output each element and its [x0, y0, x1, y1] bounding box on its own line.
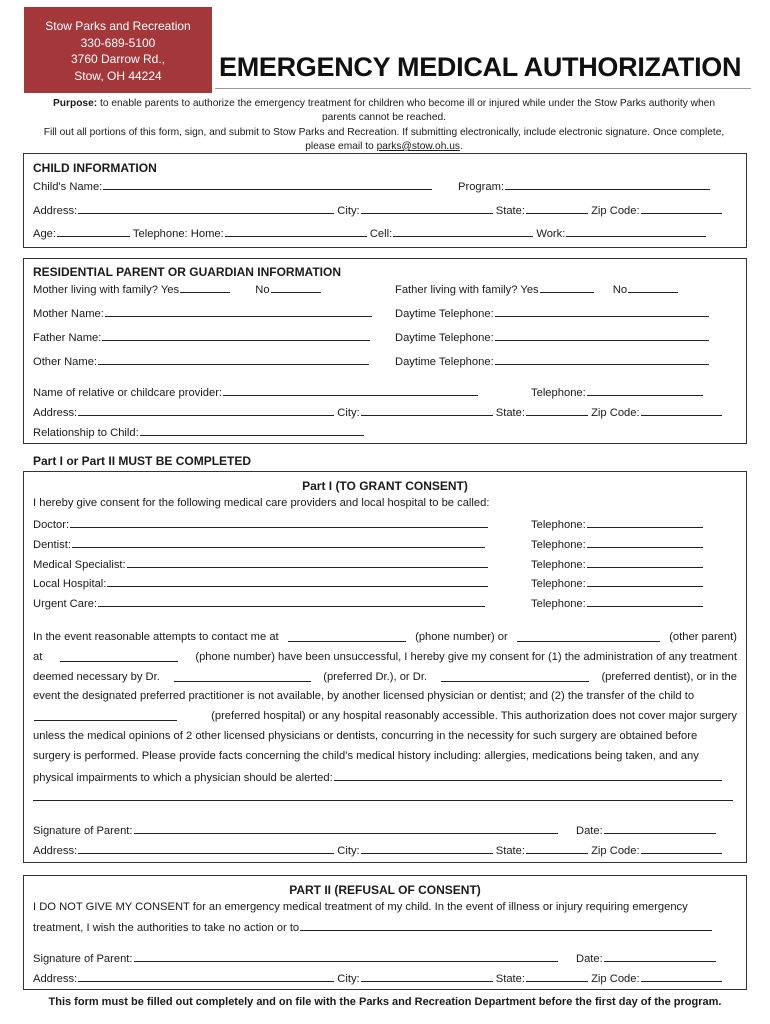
dentist-phone-row [531, 537, 703, 551]
preferred-doctor-field[interactable] [174, 671, 311, 682]
title-divider [215, 88, 751, 89]
relative-row [33, 385, 478, 399]
mother-daytime-label: Daytime Telephone: [395, 308, 494, 320]
relative-zip-label: Zip Code: [591, 407, 640, 419]
cell-label: Cell: [369, 228, 393, 240]
consent-p3c: (preferred dentist), or in the [601, 671, 737, 683]
relationship-label: Relationship to Child: [33, 427, 139, 439]
child-address-label: Address: [33, 205, 78, 217]
contact-phone-field[interactable] [288, 631, 406, 642]
program-row [458, 179, 710, 193]
home-phone-label: Telephone: Home: [132, 228, 224, 240]
part1-title: Part I (TO GRANT CONSENT) [302, 479, 468, 493]
consent-line-4 [33, 690, 737, 702]
child-zip-label: Zip Code: [591, 205, 640, 217]
dentist-phone-label: Telephone: [531, 539, 586, 551]
relative-zip-field[interactable] [641, 405, 722, 416]
part1-address-field[interactable] [78, 843, 334, 854]
hospital-phone-field[interactable] [587, 576, 703, 587]
consent-p7: surgery is performed. Please provide facts concerning the child’s medical history including: allergies, medications being taken, and any [33, 750, 699, 762]
father-daytime-row [395, 330, 709, 344]
part2-zip-label: Zip Code: [591, 973, 640, 985]
specialist-phone-label: Telephone: [531, 559, 586, 571]
preferred-hospital-field[interactable] [34, 710, 177, 721]
part2-address-field[interactable] [78, 971, 334, 982]
part1-zip-label: Zip Code: [591, 845, 640, 857]
part2-address-row [33, 971, 722, 985]
mother-daytime-row [395, 306, 709, 320]
program-label: Program: [458, 181, 505, 193]
work-label: Work: [536, 228, 566, 240]
father-living-label: Father living with family? Yes [395, 284, 539, 296]
doctor-phone-field[interactable] [587, 517, 703, 528]
part1-address-label: Address: [33, 845, 78, 857]
urgent-row [33, 596, 485, 610]
purpose-line3: Fill out all portions of this form, sign, and submit to Stow Parks and Recreation. If submitting electronically, include electronic signature. Once complete, [43, 126, 725, 138]
hospital-row [33, 576, 488, 590]
hospital-phone-label: Telephone: [531, 578, 586, 590]
consent-p2b: (phone number) have been unsuccessful, I hereby give my consent for (1) the administration of any treatment [195, 651, 737, 663]
consent-p8: physical impairments to which a physician should be alerted: [33, 772, 333, 784]
home-phone-field[interactable] [225, 226, 367, 237]
purpose-line4-end: . [459, 140, 463, 152]
consent-line-8 [33, 770, 722, 784]
urgent-field[interactable] [98, 596, 485, 607]
doctor-field[interactable] [70, 517, 488, 528]
relative-phone-label: Telephone: [531, 387, 586, 399]
other-phone-field[interactable] [60, 651, 178, 662]
mother-name-row [33, 306, 372, 320]
org-phone: 330-689-5100 [80, 35, 156, 50]
child-info-title: CHILD INFORMATION [33, 161, 157, 175]
dentist-row [33, 537, 485, 551]
part2-signature-field[interactable] [134, 951, 558, 962]
mother-living-row [33, 282, 321, 296]
purpose-line1: to enable parents to authorize the emergency treatment for children who become ill or injured while under the Stow Parks authority when [100, 98, 715, 109]
doctor-phone-row [531, 517, 703, 531]
consent-line-1 [33, 631, 737, 643]
relative-city-field[interactable] [361, 405, 493, 416]
father-daytime-field[interactable] [495, 330, 709, 341]
consent-p2a: at [33, 651, 43, 663]
consent-p1c: (other parent) [669, 631, 737, 643]
other-name-label: Other Name: [33, 356, 98, 368]
relative-address-field[interactable] [78, 405, 334, 416]
relative-field[interactable] [223, 385, 478, 396]
doctor-phone-label: Telephone: [531, 519, 586, 531]
consent-line-3 [33, 671, 737, 683]
medical-history-field[interactable] [334, 770, 722, 781]
relationship-field[interactable] [140, 425, 364, 436]
part1-state-label: State: [495, 845, 525, 857]
relative-state-field[interactable] [526, 405, 588, 416]
relative-address-label: Address: [33, 407, 78, 419]
preferred-dentist-field[interactable] [441, 671, 589, 682]
relative-phone-field[interactable] [587, 385, 703, 396]
footer-notice: This form must be filled out completely and on file with the Parks and Recreation Department before the first day of the program. [48, 996, 722, 1008]
part1-address-row [33, 843, 722, 857]
father-yes-field[interactable] [540, 282, 594, 293]
father-name-field[interactable] [102, 330, 370, 341]
work-field[interactable] [566, 226, 706, 237]
part1-city-label: City: [337, 845, 360, 857]
relative-phone-row [531, 385, 703, 399]
consent-line-6 [33, 730, 737, 742]
purpose-block [20, 97, 748, 154]
hospital-label: Local Hospital: [33, 578, 107, 590]
org-street: 3760 Darrow Rd., [70, 52, 166, 66]
part1-zip-field[interactable] [641, 843, 722, 854]
child-city-label: City: [337, 205, 360, 217]
age-field[interactable] [57, 226, 130, 237]
mother-yes-field[interactable] [180, 282, 230, 293]
relative-address-row [33, 405, 722, 419]
org-name: Stow Parks and Recreation [45, 19, 191, 33]
consent-p4: event the designated preferred practitioner is not available, by another licensed physician or dentist; and (2) the transfer of the child to [33, 690, 695, 702]
mother-name-field[interactable] [105, 306, 372, 317]
consent-line-5 [33, 710, 737, 722]
refusal-line-2 [33, 920, 712, 934]
part1-signature-field[interactable] [134, 823, 558, 834]
refusal-p1: I DO NOT GIVE MY CONSENT for an emergency medical treatment of my child. In the event of illness or injury requiring emergency [33, 901, 688, 913]
part2-title: PART II (REFUSAL OF CONSENT) [289, 883, 481, 897]
consent-p3a: deemed necessary by Dr. [33, 671, 160, 683]
hospital-field[interactable] [107, 576, 488, 587]
doctor-row [33, 517, 488, 531]
father-name-row [33, 330, 370, 344]
org-city: Stow, OH 44224 [74, 68, 162, 83]
specialist-label: Medical Specialist: [33, 559, 126, 571]
mother-no-field[interactable] [271, 282, 321, 293]
specialist-phone-field[interactable] [587, 557, 703, 568]
part2-date-field[interactable] [604, 951, 716, 962]
father-no-field[interactable] [628, 282, 678, 293]
consent-p3b: (preferred Dr.), or Dr. [323, 671, 428, 683]
urgent-phone-field[interactable] [587, 596, 703, 607]
other-name-row [33, 354, 369, 368]
other-parent-field[interactable] [517, 631, 660, 642]
part1-date-label: Date: [576, 825, 603, 837]
child-state-field[interactable] [526, 203, 588, 214]
part2-zip-field[interactable] [641, 971, 722, 982]
purpose-label: Purpose: [53, 98, 98, 109]
hospital-phone-row [531, 576, 703, 590]
relative-label: Name of relative or childcare provider: [33, 387, 223, 399]
father-no-label: No [612, 284, 628, 296]
email-link[interactable]: parks@stow.oh.us [376, 140, 460, 152]
urgent-phone-row [531, 596, 703, 610]
refusal-instruction-field[interactable] [300, 920, 712, 931]
purpose-line4: please email to [305, 140, 377, 152]
consent-p6: unless the medical opinions of 2 other licensed physicians or dentists, concurring in the necessity for such surgery are obtained before [33, 730, 698, 742]
dentist-label: Dentist: [33, 539, 71, 551]
other-daytime-field[interactable] [495, 354, 709, 365]
urgent-phone-label: Telephone: [531, 598, 586, 610]
age-label: Age: [33, 228, 57, 240]
mother-no-label: No [255, 284, 270, 296]
part1-signature-row [33, 823, 558, 837]
part1-signature-label: Signature of Parent: [33, 825, 133, 837]
part1-intro: I hereby give consent for the following medical care providers and local hospital to be called: [33, 497, 490, 509]
mother-living-label: Mother living with family? Yes [33, 284, 180, 296]
mother-name-label: Mother Name: [33, 308, 104, 320]
specialist-row [33, 557, 488, 571]
specialist-field[interactable] [127, 557, 488, 568]
part2-city-field[interactable] [361, 971, 493, 982]
other-name-field[interactable] [98, 354, 369, 365]
refusal-line-1 [33, 901, 737, 913]
part2-date-label: Date: [576, 953, 603, 965]
child-state-label: State: [495, 205, 525, 217]
part1-state-field[interactable] [526, 843, 588, 854]
part2-date-row [576, 951, 716, 965]
child-address-row [33, 203, 722, 217]
relationship-row [33, 425, 364, 439]
consent-p1a: In the event reasonable attempts to contact me at [33, 631, 279, 643]
child-zip-field[interactable] [641, 203, 722, 214]
doctor-label: Doctor: [33, 519, 70, 531]
relative-city-label: City: [337, 407, 360, 419]
specialist-phone-row [531, 557, 703, 571]
part2-signature-label: Signature of Parent: [33, 953, 133, 965]
cell-field[interactable] [393, 226, 533, 237]
part2-address-label: Address: [33, 973, 78, 985]
purpose-line2: parents cannot be reached. [321, 112, 447, 124]
father-daytime-label: Daytime Telephone: [395, 332, 494, 344]
part2-signature-row [33, 951, 558, 965]
part2-state-field[interactable] [526, 971, 588, 982]
part1-date-row [576, 823, 716, 837]
org-header-box [24, 7, 212, 93]
program-field[interactable] [505, 179, 710, 190]
other-daytime-row [395, 354, 709, 368]
consent-line-2 [33, 651, 737, 663]
refusal-p2: treatment, I wish the authorities to take no action or to [33, 922, 300, 934]
consent-p1b: (phone number) or [415, 631, 508, 643]
consent-line-7 [33, 750, 737, 762]
dentist-field[interactable] [72, 537, 485, 548]
urgent-label: Urgent Care: [33, 598, 98, 610]
part2-city-label: City: [337, 973, 360, 985]
other-daytime-label: Daytime Telephone: [395, 356, 494, 368]
page-title: EMERGENCY MEDICAL AUTHORIZATION [219, 52, 742, 82]
child-city-field[interactable] [361, 203, 493, 214]
guardian-title: RESIDENTIAL PARENT OR GUARDIAN INFORMATION [33, 265, 341, 279]
dentist-phone-field[interactable] [587, 537, 703, 548]
father-name-label: Father Name: [33, 332, 102, 344]
part2-state-label: State: [495, 973, 525, 985]
child-name-label: Child's Name: [33, 181, 103, 193]
child-contact-row [33, 226, 706, 240]
medical-history-field-2[interactable] [33, 800, 733, 801]
must-complete-heading: Part I or Part II MUST BE COMPLETED [33, 454, 252, 468]
father-living-row [395, 282, 678, 296]
consent-p5: (preferred hospital) or any hospital reasonably accessible. This authorization does not cover major surgery [211, 710, 737, 722]
part1-city-field[interactable] [361, 843, 493, 854]
child-name-field[interactable] [103, 179, 432, 190]
mother-daytime-field[interactable] [495, 306, 709, 317]
child-address-field[interactable] [78, 203, 334, 214]
part1-date-field[interactable] [604, 823, 716, 834]
child-name-row [33, 179, 432, 193]
relative-state-label: State: [495, 407, 525, 419]
